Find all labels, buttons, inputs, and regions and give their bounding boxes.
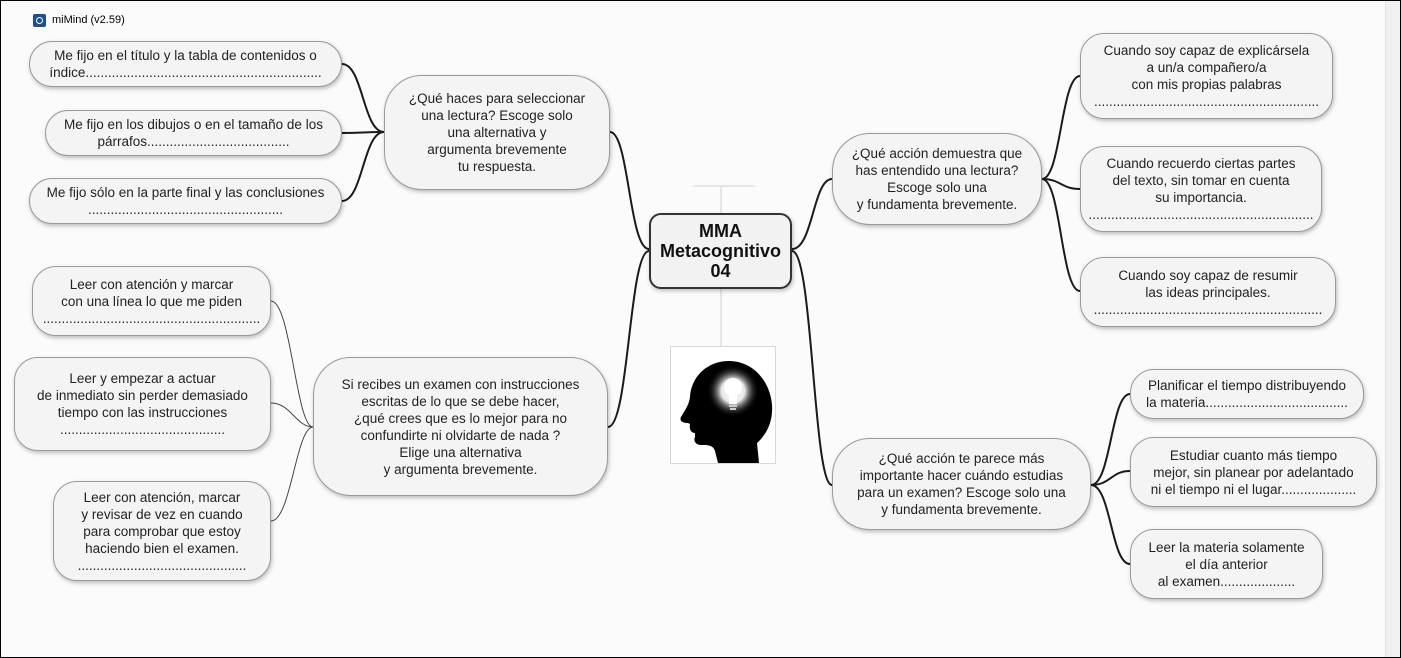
- option-node-act-immediately[interactable]: Leer y empezar a actuar de inmediato sin perder demasiado tiempo con las instrucciones ............................................: [14, 357, 271, 451]
- link-q2-opt2: [271, 403, 313, 427]
- question-node-exam-instructions[interactable]: Si recibes un examen con instrucciones escritas de lo que se debe hacer, ¿qué crees que es lo mejor para no confundirte ni olvidarte de nada ? Elige una alternativa y argumenta brevemente.: [313, 357, 608, 496]
- option-node-title-toc[interactable]: Me fijo en el título y la tabla de contenidos o índice...............................................................: [29, 41, 342, 87]
- option-node-remember-parts[interactable]: Cuando recuerdo ciertas partes del texto, sin tomar en cuenta su importancia. ............................................................: [1080, 146, 1322, 232]
- link-q3-opt3: [1042, 179, 1080, 291]
- option-node-read-mark-line[interactable]: Leer con atención y marcar con una línea lo que me piden ..........................................................: [32, 266, 271, 336]
- question-node-study-exam[interactable]: ¿Qué acción te parece más importante hacer cuándo estudias para un examen? Escoge solo una y fundamenta brevemente.: [832, 438, 1091, 530]
- option-node-drawings-paragraphs[interactable]: Me fijo en los dibujos o en el tamaño de los párrafos......................................: [45, 110, 342, 156]
- option-node-explain-classmate[interactable]: Cuando soy capaz de explicársela a un/a compañero/a con mis propias palabras ............................................................: [1080, 33, 1333, 119]
- vertical-scrollbar[interactable]: [1385, 1, 1400, 657]
- window-title: miMind (v2.59): [52, 14, 125, 26]
- head-lightbulb-image[interactable]: [670, 346, 776, 464]
- option-node-study-more-time[interactable]: Estudiar cuanto más tiempo mejor, sin planear por adelantado ni el tiempo ni el lugar....................: [1130, 437, 1377, 507]
- link-q1-opt1: [342, 64, 384, 132]
- head-lightbulb-icon: [671, 347, 775, 463]
- option-node-summarize-ideas[interactable]: Cuando soy capaz de resumir las ideas principales. .............................................................: [1080, 257, 1336, 327]
- link-q4-opt3: [1091, 485, 1130, 564]
- question-node-select-reading[interactable]: ¿Qué haces para seleccionar una lectura? Escoge solo una alternativa y argumenta brevemente tu respuesta.: [384, 75, 610, 190]
- link-q3-opt1: [1042, 76, 1080, 179]
- link-central-q1: [610, 132, 649, 249]
- option-node-plan-time[interactable]: Planificar el tiempo distribuyendo la materia......................................: [1130, 369, 1364, 419]
- link-q1-opt2: [342, 132, 384, 133]
- link-q1-opt3: [342, 132, 384, 201]
- option-node-read-mark-review[interactable]: Leer con atención, marcar y revisar de vez en cuando para comprobar que estoy haciendo bien el examen. .............................................: [53, 481, 271, 581]
- option-node-read-day-before[interactable]: Leer la materia solamente el día anterior al examen....................: [1130, 529, 1323, 599]
- central-node[interactable]: MMA Metacognitivo 04: [649, 213, 792, 289]
- link-central-q4: [792, 251, 832, 485]
- option-node-final-conclusions[interactable]: Me fijo sólo en la parte final y las conclusiones ....................................................: [29, 178, 342, 224]
- link-central-q3: [792, 179, 832, 249]
- link-q2-opt3: [271, 427, 313, 521]
- link-central-q2: [608, 251, 649, 427]
- link-q2-opt1: [271, 301, 313, 427]
- question-node-understood-reading[interactable]: ¿Qué acción demuestra que has entendido una lectura? Escoge solo una y fundamenta brevemente.: [832, 133, 1042, 225]
